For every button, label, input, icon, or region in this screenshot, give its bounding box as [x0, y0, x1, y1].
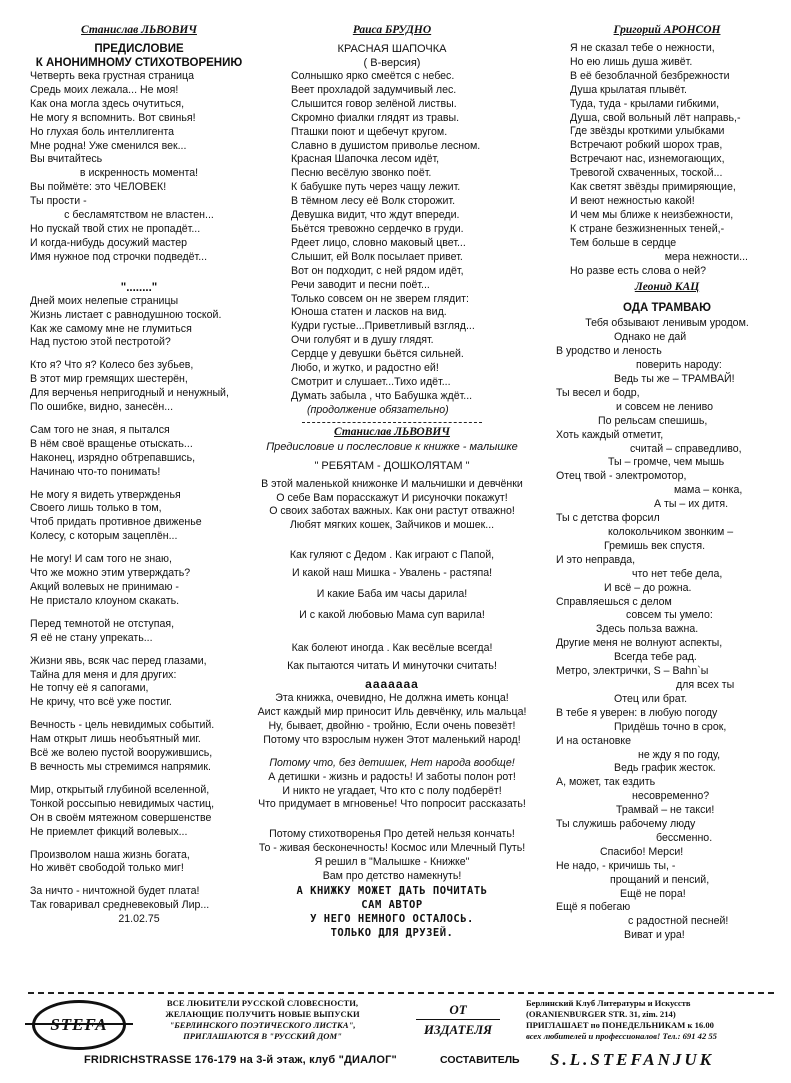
from-label: ОТ — [449, 1002, 467, 1017]
poem-line: мера нежности... — [664, 250, 748, 263]
poem-line: Думать забыла , что Бабушка ждёт... — [291, 389, 473, 402]
poem-line: Как светят звёзды примиряющие, — [570, 181, 736, 194]
author-name: Леонид КАЦ — [634, 281, 700, 294]
poem-line: Тем больше в сердце — [570, 236, 677, 249]
from-publisher — [398, 1002, 518, 1037]
poem-line: Но ею лишь душа живёт. — [570, 55, 693, 68]
poem-line: Я решил в "Малышке - Книжке" — [314, 856, 470, 869]
compiler-label: СОСТАВИТЕЛЬ — [440, 1054, 520, 1066]
stanza — [232, 692, 552, 748]
poem-line: Потому стихотворенья Про детей нельзя кончать! — [269, 828, 515, 841]
club-info — [526, 998, 774, 1042]
poem-line: Пташки поют и щебечут кругом. — [291, 125, 448, 138]
poem-line: И это неправда, — [556, 553, 636, 566]
poem-line: не жду я по году, — [638, 748, 721, 761]
poem-line: Ну, бывает, двойню - тройню, Если очень повезёт! — [268, 719, 516, 732]
poem-line: По рельсам спешишь, — [598, 414, 708, 427]
stanza — [30, 885, 248, 913]
poem-line: И никто не угадает, Что кто с полу подберёт! — [282, 784, 502, 797]
poem-line: Произволом наша жизнь богата, — [30, 848, 190, 861]
poem-line: Слышится говор зелёной листвы. — [291, 97, 457, 110]
poem-line: Скромно фиалки глядят из травы. — [291, 111, 460, 124]
poem-line: Но разве есть слова о ней? — [570, 264, 707, 277]
poem-line: И веют нежностью какой! — [570, 194, 695, 207]
poem-line: За ничто - ничтожной будет плата! — [30, 885, 200, 898]
poem-line: Своего лишь только в том, — [30, 502, 162, 515]
poem-line: В нём своё вращенье отыскать... — [30, 437, 193, 450]
continuation-note: (продолжение обязательно) — [307, 403, 449, 416]
note-line: САМ АВТОР — [361, 898, 423, 911]
poem-line: Не кричу, что всё уже постиг. — [30, 696, 172, 709]
poem-line: Ты – громче, чем мышь — [608, 456, 725, 469]
poem-line: О себе Вам порасскажут И рисуночки покажут! — [276, 491, 508, 504]
compiler-name: S.L.STEFANJUK — [550, 1050, 715, 1069]
poem-line: Не могу! И сам того не знаю, — [30, 553, 172, 566]
poem-line: Встречают нас, изнемогающих, — [570, 153, 725, 166]
poem-line: Мне родна! Уже сменился век... — [30, 139, 187, 152]
stanza — [30, 784, 248, 840]
poem-line: Веет прохладой задумчивый лес. — [291, 83, 457, 96]
poem-line: с радостной песней! — [628, 915, 729, 928]
author-name: Раиса БРУДНО — [352, 24, 432, 36]
info-line: всех любителей и профессионалов! Тел.: 691 42 55 — [526, 1031, 717, 1041]
info-line: "БЕРЛИНСКОГО ПОЭТИЧЕСКОГО ЛИСТКА", — [169, 1020, 356, 1030]
poem-line: поверить народу: — [636, 359, 722, 372]
poem-line: Славно в душистом приволье лесном. — [291, 139, 481, 152]
poem-line: В тебе я уверен: в любую погоду — [556, 706, 718, 719]
poem-title-line: ПРЕДИСЛОВИЕ — [94, 43, 184, 55]
subtitle: Предисловие и послесловие к книжке - малышке — [266, 440, 518, 453]
poem-line: Ты прости - — [30, 195, 87, 208]
poem-line: Вы вчитайтесь — [30, 153, 103, 166]
poem-line: что нет тебе дела, — [632, 567, 723, 580]
poem-line: Но пускай твой стих не пропадёт... — [30, 222, 201, 235]
poem-line: Однако не дай — [614, 331, 687, 344]
invitation-text — [140, 998, 385, 1042]
info-line: ВСЕ ЛЮБИТЕЛИ РУССКОЙ СЛОВЕСНОСТИ, — [166, 998, 359, 1008]
poem-line: Другие меня не волнуют аспекты, — [556, 637, 723, 650]
poem-line: для всех ты — [676, 678, 735, 691]
poem-line: Колесу, с которым зацеплён... — [30, 530, 178, 543]
poem-line: А детишки - жизнь и радость! И заботы полон рот! — [268, 770, 516, 783]
info-line: ЖЕЛАЮЩИЕ ПОЛУЧИТЬ НОВЫЕ ВЫПУСКИ — [165, 1009, 360, 1019]
poem-line: К бабушке путь через чащу лежит. — [291, 181, 461, 194]
poem-line: Тебя обзывают ленивым уродом. — [585, 317, 749, 330]
stefa-logo — [32, 1000, 126, 1050]
poem-line: Жизнь листает с равнодушною тоской. — [30, 308, 222, 321]
poem-line: Красная Шапочка лесом идёт, — [291, 153, 440, 166]
poem-line: Дней моих нелепые страницы — [30, 294, 179, 307]
poem-line: Нам открыт лишь необъятный миг. — [30, 733, 201, 746]
poem-line: Наконец, изрядно обтрепавшись, — [30, 451, 196, 464]
address-line: FRIDRICHSTRASSE 176-179 на 3-й этаж, клуб "ДИАЛОГ" — [84, 1054, 397, 1066]
poem-line: И чем мы ближе к неизбежности, — [570, 208, 734, 221]
poem-line: Эта книжка, очевидно, Не должна иметь конца! — [275, 692, 509, 705]
poem-line: Тревогой схваченных, тоской... — [570, 167, 723, 180]
poem-line: Рдеет лицо, словно маковый цвет... — [291, 236, 466, 249]
poem-line: Тонкой россыпью невидимых частиц, — [30, 797, 215, 810]
poem-line: Всегда тебе рад. — [614, 651, 697, 664]
poem-line: В этой маленькой книжонке И мальчишки и девчёнки — [261, 477, 523, 490]
poem-line: Так говаривал средневековый Лир... — [30, 899, 210, 912]
poem-line: Потому что взрослым нужен Этот маленький народ! — [263, 733, 521, 746]
poem-line: Сам того не зная, я пытался — [30, 423, 170, 436]
note-line: ТОЛЬКО ДЛЯ ДРУЗЕЙ. — [330, 926, 454, 939]
stanza — [30, 489, 248, 545]
poem-line: Песню весёлую звонко поёт. — [291, 167, 432, 180]
stanza — [30, 359, 248, 415]
poem-line: Потому что, без детишек, Нет народа вообще! — [269, 756, 515, 769]
poem-line: Душа, свой вольный лёт направь,- — [570, 111, 741, 124]
poem-line: В уродство и леность — [556, 345, 662, 358]
old-style-note — [232, 884, 552, 940]
poem-line: Любят мягких кошек, Зайчиков и мошек... — [289, 519, 495, 532]
stanza — [30, 70, 248, 265]
poem-line: Встречают робкий шорох трав, — [570, 139, 723, 152]
poem-line: Я её не стану упрекать... — [30, 631, 153, 644]
poem-line: Всё же волею пустой вооружившись, — [30, 747, 213, 760]
stanza — [232, 757, 552, 813]
poem-line: Но глухая боль интеллигента — [30, 125, 175, 138]
poem-line: О своих заботах важных. Как они растут отважно! — [269, 505, 515, 518]
poem-line: К стране безжизненных теней,- — [570, 222, 725, 235]
poem-line: Не могу я видеть утвержденья — [30, 488, 181, 501]
poem-line: И на остановке — [556, 734, 632, 747]
poem-line: Средь моих лежала... Не моя! — [30, 83, 179, 96]
poem-line: Ведь ты же – ТРАМВАЙ! — [614, 373, 735, 386]
poem-line: Речи заводит и песни поёт... — [291, 278, 430, 291]
poem-line: Гремишь век спустя. — [604, 539, 706, 552]
poem-line: несовременно? — [632, 790, 710, 803]
poem-line: считай – справедливо, — [630, 442, 742, 455]
poem-title: КРАСНАЯ ШАПОЧКА — [337, 43, 447, 55]
poem-line: Над пустою этой пестротой? — [30, 336, 171, 349]
info-line: (ORANIENBURGER STR. 31, zim. 214) — [526, 1009, 676, 1019]
poem-line: Ты весел и бодр, — [556, 386, 640, 399]
poem-line: Акций волевых не принимаю - — [30, 581, 179, 593]
poem-line: Имя нужное под строчки подведёт... — [30, 250, 208, 263]
poem-line: Солнышко ярко смеётся с небес. — [291, 70, 455, 82]
poem-line: В её безоблачной безбрежности — [570, 69, 730, 82]
poem-line: с бесламятством не властен... — [64, 209, 214, 222]
stanza — [30, 553, 248, 609]
poem-line: Мир, открытый глубиной вселенной, — [30, 783, 210, 796]
poem-line: Туда, туда - крылами гибкими, — [570, 97, 720, 110]
poem-line: Не приемлет фикций волевых... — [30, 825, 188, 838]
poem-line: Кудри густые...Приветливый взгляд... — [291, 320, 475, 333]
poem-line: Как пытаются читать И минуточки считать! — [287, 660, 497, 673]
stanza — [30, 655, 248, 711]
poem-line: Сердце у девушки бьётся сильней. — [291, 348, 464, 361]
poem-version: ( В-версия) — [363, 57, 421, 69]
poem-line: Ещё не пора! — [620, 887, 686, 900]
poem-line: Жизни явь, всяк час перед глазами, — [30, 654, 207, 667]
poem-line: И с какой любовью Мама суп варила! — [299, 609, 485, 622]
poem-line: Четверть века грустная страница — [30, 70, 194, 82]
poem-date: 21.02.75 — [118, 913, 160, 926]
poem-line: Отец твой - электромотор, — [556, 470, 687, 483]
note-line: У НЕГО НЕМНОГО ОСТАЛОСЬ. — [310, 912, 474, 925]
poem-line: В тёмном лесу её Волк сторожит. — [291, 195, 456, 208]
poem-line: Ещё я побегаю — [556, 901, 631, 914]
poem-body — [277, 70, 507, 418]
poem-line: И когда-нибудь досужий мастер — [30, 236, 188, 249]
stanza — [30, 295, 248, 351]
publisher-footer — [28, 992, 774, 1077]
poem-line: Спасибо! Мерси! — [600, 845, 684, 858]
poem-line: Трамвай – не такси! — [616, 804, 715, 817]
poem-line: Где звёзды кроткими улыбками — [570, 125, 725, 138]
poem-line: Бьётся тревожно сердечко в груди. — [291, 222, 464, 235]
poem-line: Метро, электрички, S – Bahn`ы — [556, 665, 709, 678]
poem-line: Отец или брат. — [614, 692, 688, 705]
info-line: Берлинский Клуб Литературы и Искусств — [526, 998, 691, 1008]
column-center — [232, 22, 552, 940]
poem-line: прощаний и пенсий, — [610, 873, 710, 886]
poem-line: Для верченья непригодный и ненужный, — [30, 387, 229, 400]
info-line: ПРИГЛАШАЮТСЯ В "РУССКИЙ ДОМ" — [183, 1031, 342, 1041]
poem-line: Смотрит и слушает...Тихо идёт... — [291, 375, 451, 388]
info-line: ПРИГЛАШАЕТ по ПОНЕДЕЛЬНИКАМ к 16.00 — [526, 1020, 714, 1030]
poem-line: Как болеют иногда . Как весёлые всегда! — [291, 642, 493, 655]
poem-line: Чтоб придать противное движенье — [30, 516, 202, 529]
poem-line: Не топчу её я сапогами, — [30, 682, 149, 695]
stanza — [232, 828, 552, 884]
poem-line: Ведь график жесток. — [614, 762, 716, 775]
poem-line: И какие Баба им часы дарила! — [316, 588, 468, 601]
poem-line: Кто я? Что я? Колесо без зубьев, — [30, 359, 194, 372]
poem-line: Я не сказал тебе о нежности, — [570, 42, 715, 54]
poem-line: Ты с детства форсил — [556, 512, 660, 525]
poem-line: Девушка видит, что ждут впереди. — [291, 209, 460, 222]
poem-line: мама – конка, — [674, 484, 743, 497]
poem-line: Справляешься с делом — [556, 595, 672, 608]
poem-line: Придёшь точно в срок, — [614, 720, 727, 733]
poem-line: совсем ты умело: — [626, 609, 713, 622]
stanza — [232, 549, 552, 626]
poem-line: Ты служишь рабочему люду — [556, 818, 696, 831]
poem-line: в искренность момента! — [79, 167, 199, 180]
footer-divider — [28, 992, 774, 994]
stanza — [232, 478, 552, 534]
poem-line: Что придумает в мгновенье! Что попросит рассказать! — [258, 798, 526, 811]
poem-line: Он в своём мятежном совершенстве — [30, 811, 212, 824]
poem-line: Хоть каждый отметит, — [556, 428, 664, 441]
poem-line: бессменно. — [656, 831, 713, 844]
poem-body — [556, 317, 778, 943]
poem-line: Аист каждый мир приносит Иль девчёнку, иль мальца! — [257, 706, 527, 718]
poem-line: По ошибке, видно, занесён... — [30, 401, 174, 414]
poem-line: То - живая бесконечность! Космос или Млечный Путь! — [258, 842, 526, 855]
poem-line: И какой наш Мишка - Увалень - растяпа! — [291, 567, 493, 580]
poem-line: Вам про детство намекнуть! — [322, 870, 462, 883]
poem-line: В вечность мы стремимся напрямик. — [30, 760, 211, 773]
poem-line: колокольчиком звонким – — [608, 526, 734, 538]
publisher-label: ИЗДАТЕЛЯ — [423, 1022, 493, 1037]
column-lvovich — [30, 22, 248, 927]
poem-title-line: К АНОНИМНОМУ СТИХОТВОРЕНИЮ — [35, 57, 243, 69]
poem-line: Вы поймёте: это ЧЕЛОВЕК! — [30, 181, 167, 194]
stanza — [30, 424, 248, 480]
poem-line: Как гуляют с Дедом . Как играют с Папой, — [289, 549, 495, 562]
poem-line: Виват и ура! — [624, 929, 685, 942]
column-right — [556, 22, 778, 943]
poem-line: В этот мир гремящих шестерён, — [30, 373, 188, 386]
separator-mark: ааааааа — [365, 677, 419, 692]
poem-line: Перед темнотой не отступая, — [30, 617, 175, 630]
poem-line: И всё – до рожна. — [604, 581, 692, 594]
stanza — [30, 618, 248, 646]
poem-line: Любо, и жутко, и радостно ей! — [291, 362, 439, 375]
poem-line: Только совсем он не зверем глядит: — [291, 292, 469, 305]
poem-line: Что же можно этим утверждать? — [30, 567, 191, 580]
poem-line: Слышит, ей Волк посылает привет. — [291, 250, 463, 263]
poem-line: Но живёт свободой только миг! — [30, 862, 184, 875]
poem-line: Не могу я вспомнить. Вот свинья! — [30, 111, 196, 124]
poem-line: Вечность - цель невидимых событий. — [30, 719, 215, 732]
poem-line: Душа крылатая плывёт. — [570, 83, 687, 96]
poem-line: Здесь польза важна. — [596, 623, 699, 636]
poem-line: Как же самому мне не глумиться — [30, 322, 192, 335]
stanza — [232, 642, 552, 676]
poem-line: Не надо, - кричишь ты, - — [556, 859, 676, 872]
poem-line: Очи голубят и в душу глядят. — [291, 334, 434, 347]
poem-line: Вот он подходит, с ней рядом идёт, — [291, 264, 464, 277]
poem-line: Не пристало клоуном скакать. — [30, 594, 180, 607]
poem-line: А, может, так ездить — [556, 776, 656, 789]
poem-line: Тайна для меня и для других: — [30, 668, 177, 681]
poem-line: Начинаю что-то понимать! — [30, 465, 161, 478]
poem-line: Как она могла здесь очутиться, — [30, 97, 185, 110]
stanza — [30, 849, 248, 877]
poem-line: А ты – их дитя. — [654, 498, 729, 511]
author-name: Станислав ЛЬВОВИЧ — [334, 425, 450, 438]
note-line: А КНИЖКУ МОЖЕТ ДАТЬ ПОЧИТАТЬ — [296, 884, 488, 897]
poem-line: и совсем не лениво — [616, 400, 714, 413]
author-name: Станислав ЛЬВОВИЧ — [81, 24, 197, 36]
poem-title: "........" — [120, 281, 158, 294]
author-name: Григорий АРОНСОН — [613, 24, 721, 36]
book-title: " РЕБЯТАМ - ДОШКОЛЯТАМ " — [314, 459, 470, 472]
poem-body — [556, 42, 778, 278]
logo-text: STEFA — [50, 1015, 108, 1034]
divider — [302, 422, 482, 423]
poem-title: ОДА ТРАМВАЮ — [623, 302, 711, 315]
poem-line: Юноша статен и ласков на вид. — [291, 306, 447, 319]
stanza — [30, 719, 248, 775]
